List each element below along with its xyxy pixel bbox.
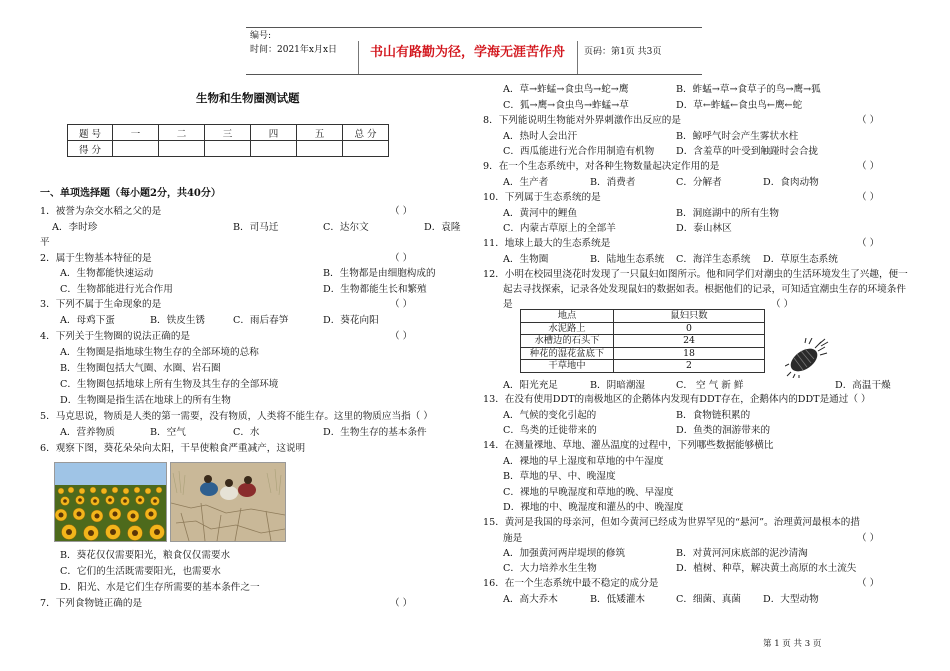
question-2: 2．属于生物基本特征的是 <box>40 253 152 264</box>
table-row <box>521 347 765 360</box>
option[interactable]: D．草←蚱蜢←食虫鸟←鹰←蛇 <box>676 100 803 111</box>
question-10: 10．下列属于生态系统的是 <box>483 192 601 203</box>
option[interactable]: C．西瓜能进行光合作用制造有机物 <box>503 146 655 157</box>
option[interactable]: A．草→蚱蜢→食虫鸟→蛇→鹰 <box>503 84 629 95</box>
option[interactable]: B．低矮灌木 <box>590 594 646 605</box>
score-input-cell[interactable] <box>297 141 343 157</box>
option[interactable]: C．雨后春笋 <box>233 315 289 326</box>
serial-label: 编号: <box>250 31 272 41</box>
answer-blank[interactable]: （ ） <box>857 533 880 544</box>
option[interactable]: C．裸地的早晚湿度和草地的晚、早湿度 <box>503 487 674 498</box>
option[interactable]: D．生物圈是指生活在地球上的所有生物 <box>60 395 231 406</box>
header-separator <box>577 41 578 74</box>
option[interactable]: D．阳光、水是它们生存所需要的基本条件之一 <box>60 582 260 593</box>
question-1: 1．被誉为杂交水稻之父的是 <box>40 206 162 217</box>
pillbug-count-table <box>520 309 765 373</box>
table-header-row <box>521 310 765 323</box>
option[interactable]: C．海洋生态系统 <box>676 254 751 265</box>
option[interactable]: A．生物圈 <box>503 254 549 265</box>
option[interactable]: A．李时珍 <box>52 222 98 233</box>
option[interactable]: A．生物都能快速运动 <box>60 268 154 279</box>
option[interactable]: D．草原生态系统 <box>763 254 838 265</box>
question-4: 4．下列关于生物圈的说法正确的是 <box>40 331 191 342</box>
section-heading: 一、单项选择题（每小题2分，共40分） <box>40 188 221 199</box>
question-3: 3．下列不属于生命现象的是 <box>40 299 162 310</box>
table-header-cell: 鼠妇只数 <box>614 310 765 323</box>
score-header-cell: 总 分 <box>343 125 389 141</box>
score-input-cell[interactable] <box>159 141 205 157</box>
option[interactable]: A．高大乔木 <box>503 594 558 605</box>
page-info: 页码：第1页 共3页 <box>584 47 662 57</box>
option[interactable]: A．黄河中的鲤鱼 <box>503 208 578 219</box>
option[interactable]: C．细菌、真菌 <box>676 594 741 605</box>
header-top-rule <box>246 27 702 28</box>
option[interactable]: C．狐→鹰→食虫鸟→蚱蜢→草 <box>503 100 629 111</box>
motto: 书山有路勤为径，学海无涯苦作舟 <box>370 45 566 60</box>
table-cell: 水槽边的石头下 <box>521 335 614 348</box>
sunflower-field-image <box>54 462 167 542</box>
score-header-cell: 三 <box>205 125 251 141</box>
table-cell: 种花的湿花盆底下 <box>521 347 614 360</box>
question-11: 11．地球上最大的生态系统是 <box>483 238 611 249</box>
option[interactable]: C．大力培养水生生物 <box>503 563 597 574</box>
question-12-line3: 是 <box>503 299 513 310</box>
option[interactable]: B．空气 <box>150 427 186 438</box>
option[interactable]: B．铁皮生锈 <box>150 315 206 326</box>
score-table-row <box>68 141 389 157</box>
answer-blank[interactable]: （ ） <box>390 598 413 609</box>
option[interactable]: B．消费者 <box>590 177 636 188</box>
option[interactable]: B．食物链积累的 <box>676 410 751 421</box>
option[interactable]: D．食肉动物 <box>763 177 819 188</box>
answer-blank[interactable]: （ ） <box>390 206 413 217</box>
option[interactable]: B．葵花仅仅需要阳光，粮食仅仅需要水 <box>60 550 231 561</box>
score-header-cell: 四 <box>251 125 297 141</box>
option[interactable]: A．气候的变化引起的 <box>503 410 597 421</box>
score-header-cell: 一 <box>113 125 159 141</box>
option[interactable]: A．加强黄河两岸堤坝的修筑 <box>503 548 626 559</box>
option[interactable]: A．热时人会出汗 <box>503 131 578 142</box>
option[interactable]: A．生物圈是指地球生物生存的全部环境的总称 <box>60 347 259 358</box>
page-footer: 第 1 页 共 3 页 <box>763 639 822 649</box>
score-input-cell[interactable] <box>251 141 297 157</box>
header-separator <box>358 41 359 74</box>
answer-blank[interactable]: （ ） <box>390 331 413 342</box>
page-title: 生物和生物圈测试题 <box>196 91 300 105</box>
option[interactable]: C．分解者 <box>676 177 722 188</box>
score-header-cell: 题 号 <box>68 125 113 141</box>
score-input-cell[interactable] <box>205 141 251 157</box>
table-cell: 24 <box>614 335 765 348</box>
option[interactable]: C．鸟类的迁徙带来的 <box>503 425 597 436</box>
option[interactable]: A．母鸡下蛋 <box>60 315 115 326</box>
table-cell: 18 <box>614 347 765 360</box>
option[interactable]: B．生物圈包括大气圈、水圈、岩石圈 <box>60 363 221 374</box>
option[interactable]: D．泰山林区 <box>676 223 732 234</box>
option[interactable]: D．生物生存的基本条件 <box>323 427 427 438</box>
option[interactable]: A．裸地的早上湿度和草地的中午湿度 <box>503 456 664 467</box>
option[interactable]: B．司马迁 <box>233 222 279 233</box>
pillbug-illustration <box>785 338 829 378</box>
question-7: 7．下列食物链正确的是 <box>40 598 143 609</box>
option[interactable]: B．洞庭湖中的所有生物 <box>676 208 779 219</box>
option[interactable]: A．阳光充足 <box>503 380 558 391</box>
option[interactable]: D．生物都能生长和繁殖 <box>323 284 427 295</box>
option[interactable]: A．生产者 <box>503 177 549 188</box>
option[interactable]: D．植树、种草，解决黄土高原的水土流失 <box>676 563 857 574</box>
table-cell: 0 <box>614 322 765 335</box>
option[interactable]: D．鱼类的洄游带来的 <box>676 425 771 436</box>
table-cell: 干草地中 <box>521 360 614 373</box>
answer-blank[interactable]: （ ） <box>857 578 880 589</box>
drought-field-image <box>170 462 286 542</box>
question-12-line2: 起去寻找探索，记录各处发现鼠妇的数据如表。根据他们的记录，可知适宜潮虫生存的环境条件 <box>503 284 906 295</box>
time-label: 时间：2021年x月x日 <box>250 45 338 55</box>
option[interactable]: B．对黄河河床底部的泥沙清淘 <box>676 548 808 559</box>
option[interactable]: D．高温干燥 <box>835 380 891 391</box>
score-label-cell: 得 分 <box>68 141 113 157</box>
score-input-cell[interactable] <box>343 141 389 157</box>
score-header-cell: 二 <box>159 125 205 141</box>
question-15-line2: 施是 <box>503 533 523 544</box>
option[interactable]: C．水 <box>233 427 260 438</box>
option[interactable]: B．生物都是由细胞构成的 <box>323 268 436 279</box>
option[interactable]: C．内蒙古草原上的全部羊 <box>503 223 616 234</box>
score-input-cell[interactable] <box>113 141 159 157</box>
answer-blank[interactable]: （ ） <box>390 253 413 264</box>
question-5: 5．马克思说，物质是人类的第一需要，没有物质，人类将不能生存。这里的物质应当指（ ） <box>40 411 433 422</box>
option[interactable]: D．裸地的中、晚湿度和灌丛的中、晚湿度 <box>503 502 684 513</box>
option[interactable]: B．蚱蜢→草→食草子的鸟→鹰→狐 <box>676 84 821 95</box>
answer-blank[interactable]: （ ） <box>857 115 880 126</box>
answer-blank[interactable]: （ ） <box>390 299 413 310</box>
table-row <box>521 360 765 373</box>
question-16: 16．在一个生态系统中最不稳定的成分是 <box>483 578 659 589</box>
question-8: 8．下列能说明生物能对外界刺激作出反应的是 <box>483 115 681 126</box>
table-row <box>521 322 765 335</box>
option[interactable]: A．营养物质 <box>60 427 115 438</box>
table-header-cell: 地点 <box>521 310 614 323</box>
header-bottom-rule <box>246 74 702 75</box>
question-6: 6．观察下图，葵花朵朵向太阳，干旱使粮食严重减产，这说明 <box>40 443 306 454</box>
option[interactable]: B．草地的早、中、晚湿度 <box>503 471 616 482</box>
option[interactable]: C．生物都能进行光合作用 <box>60 284 173 295</box>
table-cell: 2 <box>614 360 765 373</box>
option[interactable]: C． 空 气 新 鲜 <box>676 380 744 391</box>
page-header <box>246 22 702 74</box>
option-wrap: 平 <box>40 237 50 248</box>
answer-blank[interactable]: （ ） <box>771 299 794 310</box>
option[interactable]: D．葵花向阳 <box>323 315 379 326</box>
score-header-cell: 五 <box>297 125 343 141</box>
answer-blank[interactable]: （ ） <box>857 161 880 172</box>
option[interactable]: C．生物圈包括地球上所有生物及其生存的全部环境 <box>60 379 279 390</box>
question-14: 14．在测量裸地、草地、灌丛温度的过程中，下列哪些数据能够横比 <box>483 440 774 451</box>
question-13: 13．在没有使用DDT的南极地区的企鹅体内发现有DDT存在，企鹅体内的DDT是通过（ ） <box>483 394 871 405</box>
option[interactable]: B．陆地生态系统 <box>590 254 665 265</box>
question-12: 12．小明在校园里浇花时发现了一只鼠妇如图所示。他和同学们对潮虫的生活环境发生了兴趣，便一 <box>483 269 908 280</box>
score-table-row <box>68 125 389 141</box>
option[interactable]: B．阴暗潮湿 <box>590 380 646 391</box>
option[interactable]: C．达尔文 <box>323 222 369 233</box>
option[interactable]: D．袁隆 <box>424 222 461 233</box>
answer-blank[interactable]: （ ） <box>857 192 880 203</box>
option[interactable]: B．鲸呼气时会产生雾状水柱 <box>676 131 799 142</box>
question-15: 15．黄河是我国的母亲河，但如今黄河已经成为世界罕见的“悬河”。治理黄河最根本的措 <box>483 517 860 528</box>
option[interactable]: D．大型动物 <box>763 594 819 605</box>
question-9: 9．在一个生态系统中，对各种生物数量起决定作用的是 <box>483 161 720 172</box>
option[interactable]: C．它们的生活既需要阳光，也需要水 <box>60 566 221 577</box>
table-cell: 水泥路上 <box>521 322 614 335</box>
score-table <box>67 124 389 157</box>
answer-blank[interactable]: （ ） <box>857 238 880 249</box>
option[interactable]: D．含羞草的叶受到触踫时会合拢 <box>676 146 819 157</box>
table-row <box>521 335 765 348</box>
